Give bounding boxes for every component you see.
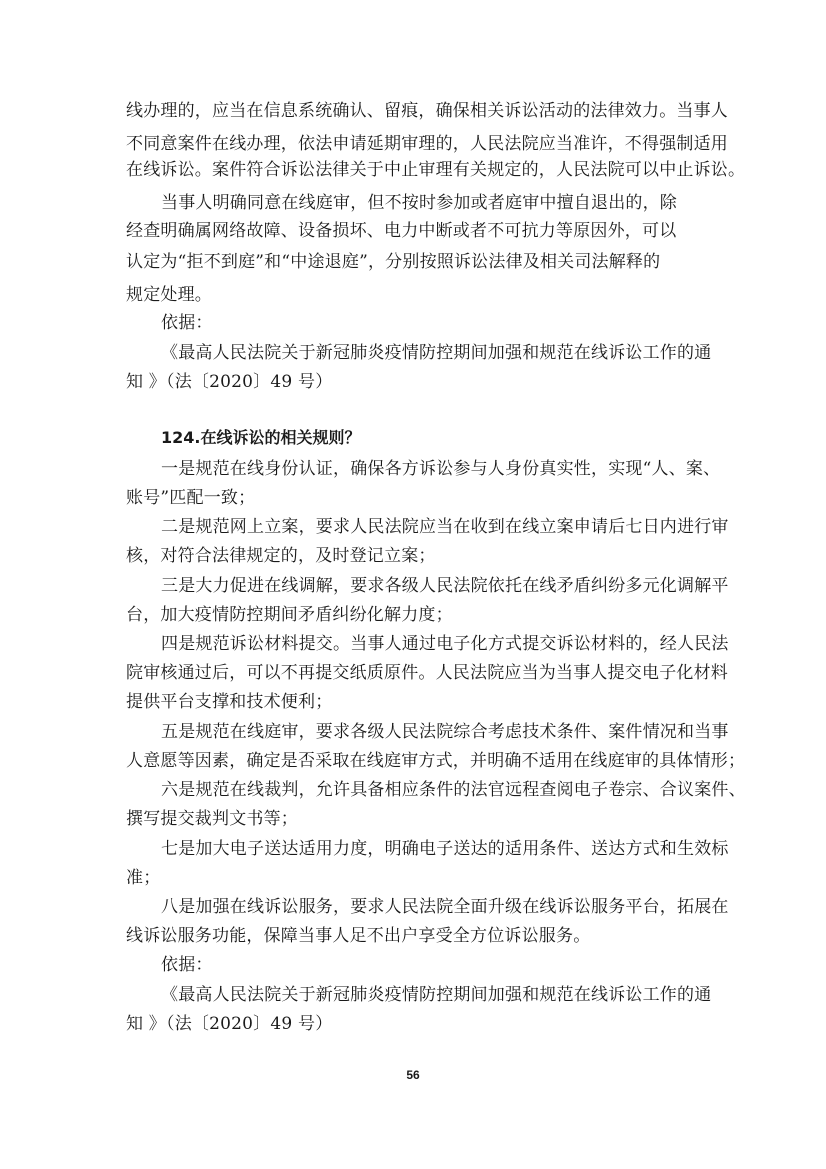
list-item-line: 核，对符合法律规定的，及时登记立案；: [126, 546, 436, 566]
list-item-line: 院审核通过后，可以不再提交纸质原件。人民法院应当为当事人提交电子化材料: [126, 663, 728, 683]
body-text-line: 规定处理。: [126, 285, 212, 305]
basis-label: 依据：: [161, 313, 213, 333]
list-item-first-line: 三是大力促进在线调解，要求各级人民法院依托在线矛盾纠纷多元化调解平: [161, 576, 729, 596]
section-heading: 124.在线诉讼的相关规则？: [161, 428, 361, 447]
list-item-first-line: 四是规范诉讼材料提交。当事人通过电子化方式提交诉讼材料的，经人民法: [161, 634, 729, 654]
list-item-line: 准；: [126, 868, 161, 888]
list-item-line: 台，加大疫情防控期间矛盾纠纷化解力度；: [126, 605, 453, 625]
body-text-line: 在线诉讼。案件符合诉讼法律关于中止审理有关规定的，人民法院可以中止诉讼。: [126, 160, 746, 180]
list-item-first-line: 五是规范在线庭审，要求各级人民法院综合考虑技术条件、案件情况和当事: [161, 722, 729, 742]
list-item-line: 账号”匹配一致；: [126, 488, 256, 508]
paragraph-first-line: 当事人明确同意在线庭审，但不按时参加或者庭审中擅自退出的，除: [161, 193, 677, 213]
citation-line: 《最高人民法院关于新冠肺炎疫情防控期间加强和规范在线诉讼工作的通: [161, 343, 712, 363]
body-text-line: 不同意案件在线办理，依法申请延期审理的，人民法院应当准许，不得强制适用: [126, 134, 728, 154]
citation-line: 《最高人民法院关于新冠肺炎疫情防控期间加强和规范在线诉讼工作的通: [161, 985, 712, 1005]
body-text-line: 线办理的，应当在信息系统确认、留痕，确保相关诉讼活动的法律效力。当事人: [126, 101, 728, 121]
citation-line: 知 》（法〔2020〕49 号）: [126, 372, 333, 392]
list-item-first-line: 七是加大电子送达适用力度，明确电子送达的适用条件、送达方式和生效标: [161, 839, 729, 859]
list-item-first-line: 二是规范网上立案，要求人民法院应当在收到在线立案申请后七日内进行审: [161, 517, 729, 537]
list-item-first-line: 六是规范在线裁判，允许具备相应条件的法官远程查阅电子卷宗、合议案件、: [161, 780, 746, 800]
list-item-line: 提供平台支撑和技术便利；: [126, 692, 333, 712]
list-item-line: 撰写提交裁判文书等；: [126, 809, 298, 829]
list-item-first-line: 八是加强在线诉讼服务，要求人民法院全面升级在线诉讼服务平台，拓展在: [161, 897, 729, 917]
list-item-first-line: 一是规范在线身份认证，确保各方诉讼参与人身份真实性，实现“人、案、: [161, 459, 721, 479]
basis-label: 依据：: [161, 955, 213, 975]
citation-line: 知 》（法〔2020〕49 号）: [126, 1014, 333, 1034]
body-text-line: 认定为“拒不到庭”和“中途退庭”，分别按照诉讼法律及相关司法解释的: [126, 252, 661, 272]
body-text-line: 经查明确属网络故障、设备损坏、电力中断或者不可抗力等原因外，可以: [126, 221, 677, 241]
page-number: 56: [406, 1068, 420, 1082]
list-item-line: 线诉讼服务功能，保障当事人足不出户享受全方位诉讼服务。: [126, 926, 591, 946]
list-item-line: 人意愿等因素，确定是否采取在线庭审方式，并明确不适用在线庭审的具体情形；: [126, 751, 746, 771]
